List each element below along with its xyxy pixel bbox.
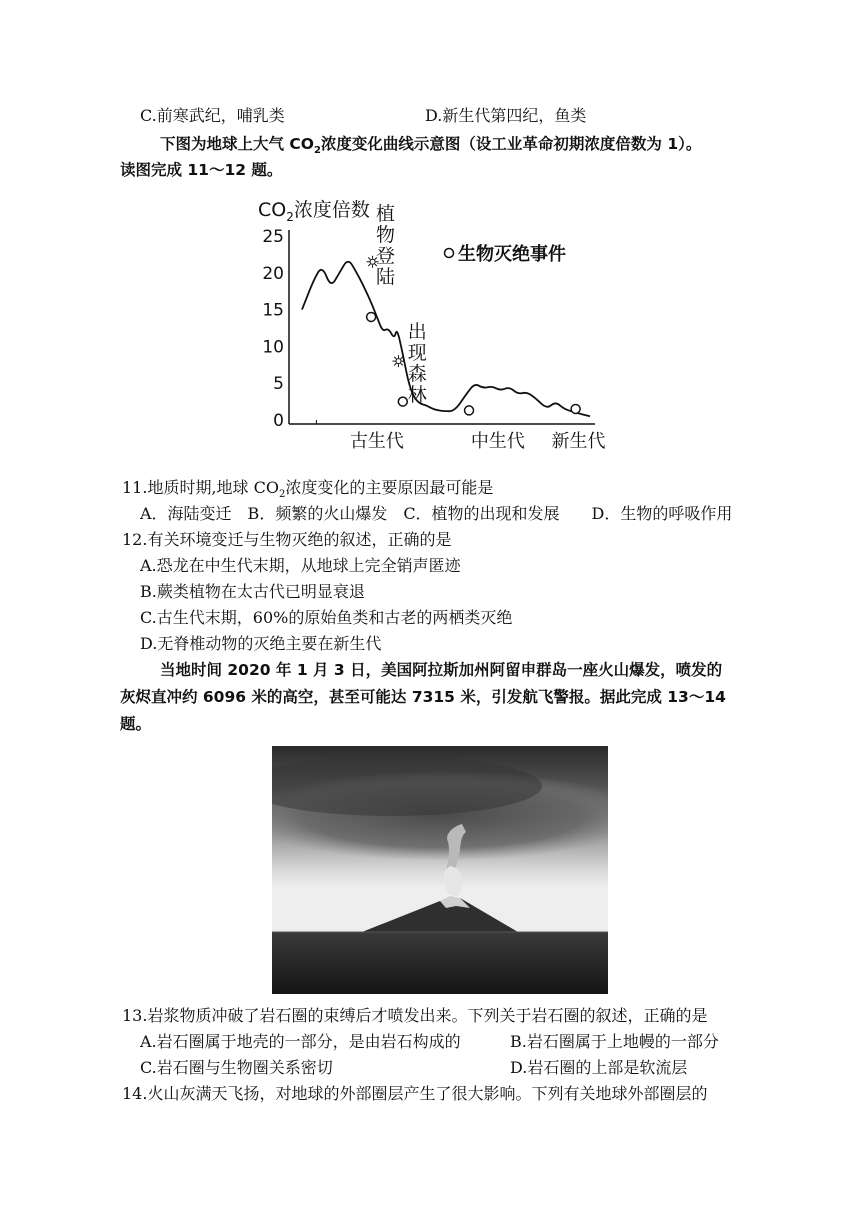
annotation-plants-land: 陆 [376, 266, 396, 288]
legend-label: 生物灭绝事件 [458, 244, 566, 265]
extinction-event-marker [398, 397, 407, 406]
extinction-event-marker [367, 312, 376, 321]
q12-option-d: D.无脊椎动物的灭绝主要在新生代 [140, 634, 382, 653]
volcano-intro-line3: 题。 [120, 715, 152, 733]
extinction-event-marker [465, 406, 474, 415]
annotation-forest: 现 [407, 342, 427, 364]
option-d-prev: D.新生代第四纪，鱼类 [425, 106, 587, 125]
volcano-photo [272, 746, 608, 994]
q13-option-c: C.岩石圈与生物圈关系密切 [140, 1058, 333, 1077]
annotation-plants-land: 植 [376, 203, 396, 225]
annotation-forest: 出 [407, 321, 427, 343]
annotation-forest: 林 [407, 384, 427, 406]
volcano-intro-line2: 灰烬直冲约 6096 米的高空，甚至可能达 7315 米，引发航飞警报。据此完成 13～14 [120, 688, 726, 706]
q12-stem: 12.有关环境变迁与生物灭绝的叙述，正确的是 [122, 530, 452, 549]
annotation-plants-land: 物 [376, 224, 396, 246]
q12-option-c: C.古生代末期，60%的原始鱼类和古老的两栖类灭绝 [140, 608, 513, 627]
co2-intro-line2: 读图完成 11～12 题。 [120, 161, 283, 179]
q11-options: A．海陆变迁 B．频繁的火山爆发 C．植物的出现和发展 D．生物的呼吸作用 [140, 504, 733, 523]
option-c-prev: C.前寒武纪，哺乳类 [140, 106, 285, 125]
co2-chart [250, 190, 630, 460]
x-tick-label: 中生代 [470, 431, 525, 452]
q14-stem: 14.火山灰满天飞扬，对地球的外部圈层产生了很大影响。下列有关地球外部圈层的 [122, 1084, 708, 1103]
q13-option-a: A.岩石圈属于地壳的一部分，是由岩石构成的 [140, 1032, 461, 1051]
q13-stem: 13.岩浆物质冲破了岩石圈的束缚后才喷发出来。下列关于岩石圈的叙述，正确的是 [122, 1006, 708, 1025]
x-tick-label: 古生代 [349, 431, 404, 452]
y-tick-label: 0 [273, 411, 284, 431]
q13-option-d: D.岩石圈的上部是软流层 [510, 1058, 688, 1077]
q13-option-b: B.岩石圈属于上地幔的一部分 [510, 1032, 719, 1051]
q11-stem: 11.地质时期,地球 $CO_2$浓度变化的主要原因最可能是 [122, 478, 494, 501]
y-tick-label: 15 [262, 300, 284, 321]
y-tick-label: 20 [262, 263, 284, 284]
co2-intro-line1: 下图为地球上大气 $CO_2$浓度变化曲线示意图（设工业革命初期浓度倍数为 1）。 [160, 135, 702, 157]
legend-marker [445, 249, 454, 258]
annotation-plants-land: 登 [376, 245, 396, 267]
annotation-forest: 森 [407, 363, 427, 385]
co2-curve [302, 262, 590, 417]
y-tick-label: 10 [262, 337, 284, 358]
plant-marker-icon [392, 355, 404, 367]
y-tick-label: 5 [273, 374, 284, 395]
x-tick-label: 新生代 [551, 431, 606, 452]
q12-option-a: A.恐龙在中生代末期，从地球上完全销声匿迹 [140, 556, 461, 575]
q12-option-b: B.蕨类植物在太古代已明显衰退 [140, 582, 365, 601]
extinction-event-marker [571, 404, 580, 413]
y-axis-label: $CO_2$浓度倍数 [258, 199, 370, 224]
y-tick-label: 25 [262, 227, 284, 247]
volcano-intro-line1: 当地时间 2020 年 1 月 3 日，美国阿拉斯加州阿留申群岛一座火山爆发，喷发的 [160, 661, 723, 679]
